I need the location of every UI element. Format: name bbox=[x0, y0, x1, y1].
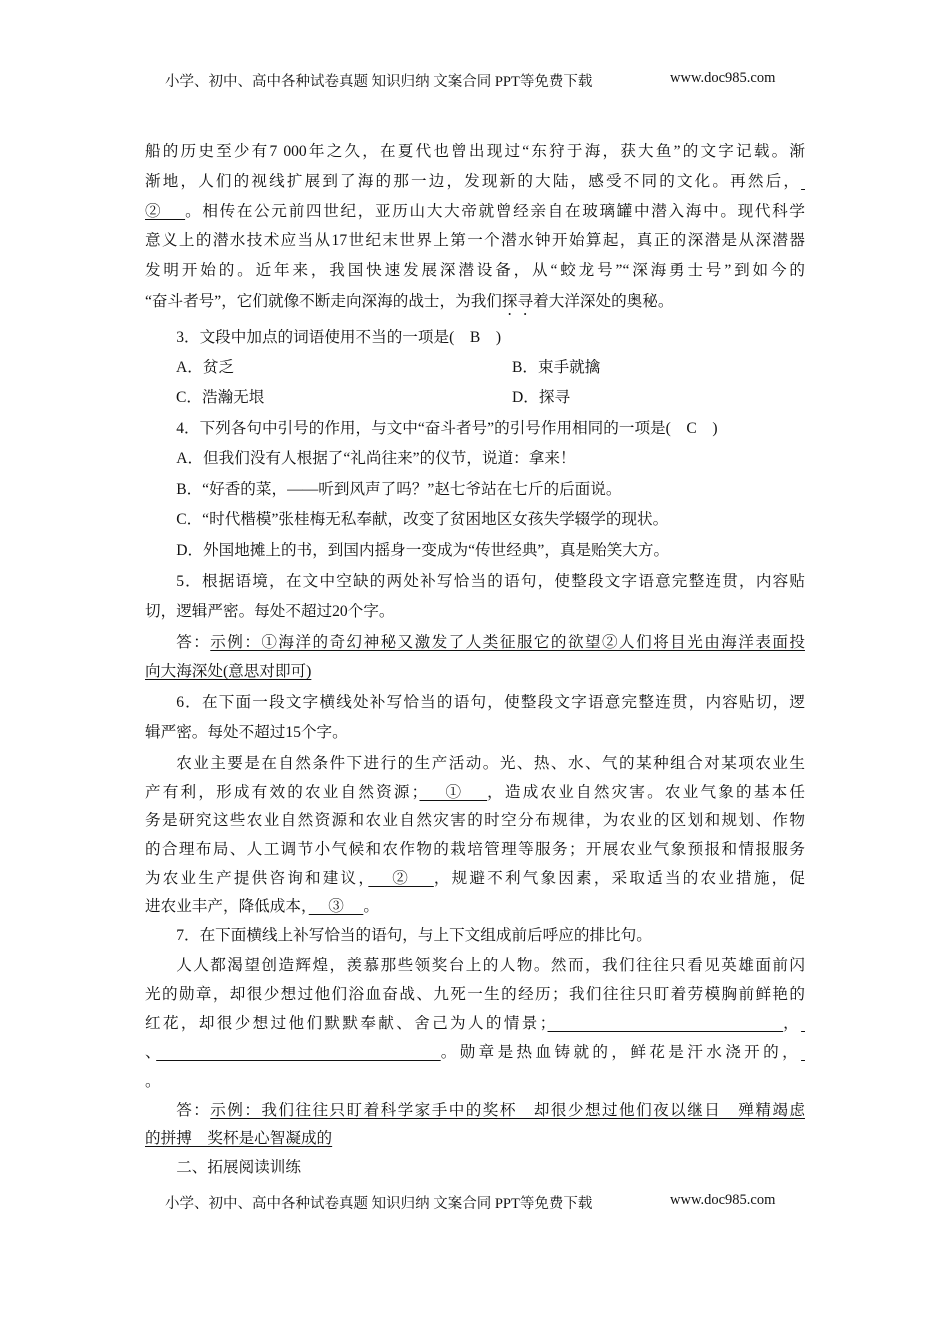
answer-option: B．束手就擒 bbox=[512, 359, 601, 376]
text-line bbox=[145, 327, 805, 349]
underlined-text: 向大海深处(意思对即可) bbox=[145, 663, 312, 680]
text-segment: 产有利，形成有效的农业自然资源； bbox=[145, 784, 420, 801]
text-line bbox=[145, 984, 805, 1006]
text-line bbox=[145, 896, 805, 918]
answer-option: C．浩瀚无垠 bbox=[176, 389, 265, 406]
text-segment: 4．下列各句中引号的作用，与文中“奋斗者号”的引号作用相同的一项是( C ) bbox=[176, 420, 718, 437]
text-segment: 着大洋深处的奥秘。 bbox=[533, 293, 674, 310]
underlined-text: ① bbox=[419, 784, 488, 801]
text-segment: 答： bbox=[176, 1102, 211, 1119]
underlined-text: 示例：我们往往只盯着科学家手中的奖杯 却很少想过他们夜以继日 殚精竭虑 bbox=[210, 1102, 805, 1119]
text-segment: A．但我们没有人根据了“礼尚往来”的仪节，说道：拿来！ bbox=[176, 450, 576, 467]
text-line bbox=[145, 230, 805, 252]
text-segment: 。勋章是热血铸就的，鲜花是汗水浇开的， bbox=[440, 1044, 802, 1061]
text-line bbox=[145, 1100, 805, 1122]
text-segment: 5．根据语境，在文中空缺的两处补写恰当的语句，使整段文字语意完整连贯，内容贴 bbox=[176, 573, 805, 590]
text-line bbox=[145, 955, 805, 977]
text-segment: ，规避不利气象因素，采取适当的农业措施，促 bbox=[433, 870, 805, 887]
text-segment: 。相传在公元前四世纪，亚历山大大帝就曾经亲自在玻璃罐中潜入海中。现代科学 bbox=[185, 203, 805, 220]
text-line bbox=[145, 722, 805, 744]
text-line bbox=[145, 810, 805, 832]
text-line bbox=[145, 782, 805, 804]
underlined-text: ③ bbox=[308, 898, 364, 915]
text-segment: 6．在下面一段文字横线处补写恰当的语句，使整段文字语意完整连贯，内容贴切，逻 bbox=[176, 694, 805, 711]
text-line bbox=[145, 509, 805, 531]
text-segment: 进农业丰产，降低成本， bbox=[145, 898, 309, 915]
text-line bbox=[145, 1157, 805, 1179]
page-header bbox=[0, 70, 950, 90]
text-line bbox=[145, 260, 805, 282]
text-segment: 的合理布局、人工调节小气候和农作物的栽培管理等服务；开展农业气象预报和情报服务 bbox=[145, 841, 805, 858]
text-segment: 农业主要是在自然条件下进行的生产活动。光、热、水、气的某种组合对某项农业生 bbox=[176, 755, 805, 772]
text-segment: 红花，却很少想过他们默默奉献、舍己为人的情景； bbox=[145, 1015, 548, 1032]
text-line bbox=[145, 925, 805, 947]
text-line bbox=[145, 171, 805, 193]
underlined-text bbox=[801, 1044, 805, 1061]
text-segment: D．外国地摊上的书，到国内摇身一变成为“传世经典”，真是贻笑大方。 bbox=[176, 542, 670, 559]
text-segment: 切，逻辑严密。每处不超过20个字。 bbox=[145, 603, 395, 620]
underlined-text: ② bbox=[145, 203, 186, 220]
underlined-text bbox=[548, 1015, 784, 1032]
text-line bbox=[145, 291, 805, 313]
text-line bbox=[145, 141, 805, 163]
emphasized-word: 探寻 bbox=[501, 293, 534, 310]
page-footer bbox=[0, 1192, 950, 1212]
text-segment: 船的历史至少有7 000年之久，在夏代也曾出现过“东狩于海，获大鱼”的文字记载。渐 bbox=[145, 143, 805, 160]
text-segment: 渐地，人们的视线扩展到了海的那一边，发现新的大陆，感受不同的文化。再然后， bbox=[145, 173, 802, 190]
text-line bbox=[145, 868, 805, 890]
text-segment: 。 bbox=[145, 1073, 161, 1090]
text-segment: 3．文段中加点的词语使用不当的一项是( B ) bbox=[176, 329, 502, 346]
underlined-text: 的拼搏 奖杯是心智凝成的 bbox=[145, 1130, 333, 1147]
underlined-text: ② bbox=[368, 870, 434, 887]
text-segment: 二、拓展阅读训练 bbox=[176, 1159, 301, 1176]
text-segment: 发明开始的。近年来，我国快速发展深潜设备，从“蛟龙号”“深海勇士号”到如今的 bbox=[145, 262, 805, 279]
text-line bbox=[145, 692, 805, 714]
text-segment: ， bbox=[783, 1015, 802, 1032]
text-line bbox=[145, 839, 805, 861]
text-line bbox=[145, 753, 805, 775]
header-left-text: 小学、初中、高中各种试卷真题 知识归纳 文案合同 PPT等免费下载 bbox=[165, 74, 593, 90]
text-line bbox=[145, 571, 805, 593]
underlined-text bbox=[156, 1044, 441, 1061]
text-line bbox=[145, 357, 805, 379]
header-website: www.doc985.com bbox=[670, 70, 776, 86]
text-line bbox=[145, 540, 805, 562]
footer-left-text: 小学、初中、高中各种试卷真题 知识归纳 文案合同 PPT等免费下载 bbox=[165, 1196, 593, 1212]
text-segment: 务是研究这些农业自然资源和农业自然灾害的时空分布规律，为农业的区划和规划、作物 bbox=[145, 812, 805, 829]
text-line bbox=[145, 632, 805, 654]
text-line bbox=[145, 201, 805, 223]
text-line bbox=[145, 661, 805, 683]
text-segment: 为农业生产提供咨询和建议， bbox=[145, 870, 369, 887]
text-segment: 7．在下面横线上补写恰当的语句，与上下文组成前后呼应的排比句。 bbox=[176, 927, 652, 944]
underlined-text: 示例：①海洋的奇幻神秘又激发了人类征服它的欲望②人们将目光由海洋表面投 bbox=[210, 634, 805, 651]
text-segment: 辑严密。每处不超过15个字。 bbox=[145, 724, 348, 741]
underlined-text bbox=[801, 173, 805, 190]
text-line bbox=[145, 601, 805, 623]
text-segment: ，造成农业自然灾害。农业气象的基本任 bbox=[487, 784, 805, 801]
text-line bbox=[145, 1071, 805, 1093]
text-line bbox=[145, 387, 805, 409]
text-segment: 答： bbox=[176, 634, 211, 651]
text-segment: 。 bbox=[363, 898, 379, 915]
text-segment: C．“时代楷模”张桂梅无私奉献，改变了贫困地区女孩失学辍学的现状。 bbox=[176, 511, 669, 528]
answer-option: A．贫乏 bbox=[176, 359, 235, 376]
text-segment: B．“好香的菜，——听到风声了吗？”赵七爷站在七斤的后面说。 bbox=[176, 481, 622, 498]
text-segment: 人人都渴望创造辉煌，羡慕那些领奖台上的人物。然而，我们往往只看见英雄面前闪 bbox=[176, 957, 805, 974]
text-segment: 光的勋章，却很少想过他们浴血奋战、九死一生的经历；我们往往只盯着劳模胸前鲜艳的 bbox=[145, 986, 805, 1003]
text-segment: 意义上的潜水技术应当从17世纪末世界上第一个潜水钟开始算起，真正的深潜是从深潜器 bbox=[145, 232, 805, 249]
text-line bbox=[145, 479, 805, 501]
text-line bbox=[145, 1013, 805, 1035]
answer-option: D．探寻 bbox=[512, 389, 571, 406]
footer-website: www.doc985.com bbox=[670, 1192, 776, 1208]
text-line bbox=[145, 1042, 805, 1064]
text-segment: 、 bbox=[145, 1044, 157, 1061]
text-segment: “奋斗者号”，它们就像不断走向深海的战士，为我们 bbox=[145, 293, 502, 310]
underlined-text bbox=[801, 1015, 805, 1032]
text-line bbox=[145, 1128, 805, 1150]
text-line bbox=[145, 448, 805, 470]
text-line bbox=[145, 418, 805, 440]
